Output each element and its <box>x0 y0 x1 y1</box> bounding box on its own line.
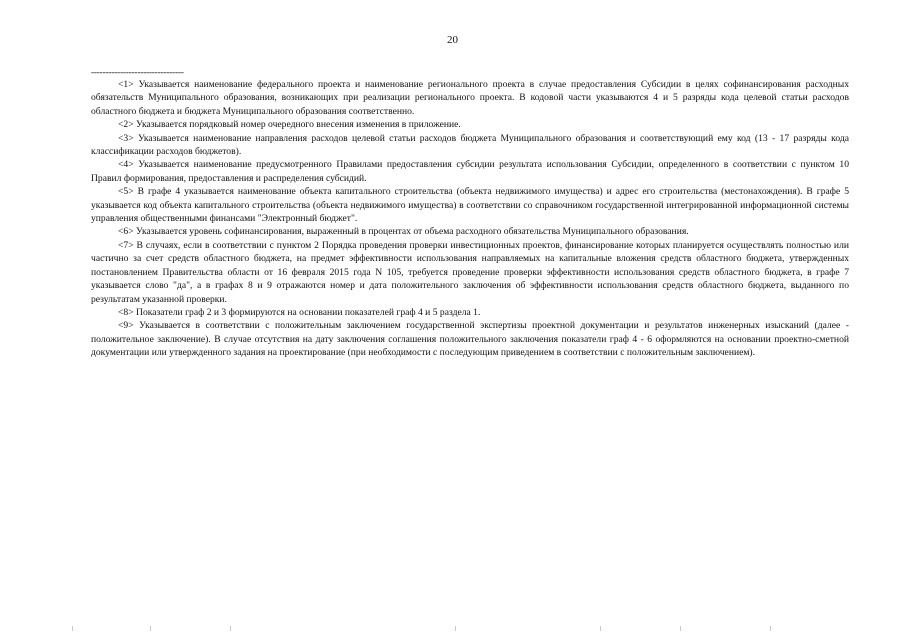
page-number: 20 <box>447 34 458 46</box>
scan-mark <box>600 626 601 631</box>
footnote-8: <8> Показатели граф 2 и 3 формируются на основании показателей граф 4 и 5 раздела 1. <box>118 306 481 318</box>
footnote-1: <1> Указывается наименование федерального проекта и наименование регионального проекта в случае предоставления Субсидии в целях софинансирования расходных обязательств Муниципального образования, возникающих при реализации регионального проекта. В кодовой части указываются 4 и 5 разряды кода целевой статьи расходов областного бюджета и бюджета Муниципального образования соответственно. <box>91 79 849 117</box>
footnote-7: <7> В случаях, если в соответствии с пунктом 2 Порядка проведения проверки инвестиционных проектов, финансирование которых планируется осуществлять полностью или частично за счет средств областного бюджета, на предмет эффективности использования направляемых на капитальные вложения средств областного бюджета, утвержденных постановлением Правительства области от 16 февраля 2015 года N 105, требуется проведение проверки эффективности использования средств областного бюджета, в графе 7 указывается слово "да", а в графах 8 и 9 отражаются номер и дата положительного заключения об эффективности использования средств областного бюджета, выданного по результатам указанной проверки. <box>91 239 849 305</box>
footnote-3: <3> Указывается наименование направления расходов целевой статьи расходов бюджета Муниципального образования и соответствующий ему код (13 - 17 разряды кода классификации расходов бюджетов). <box>91 132 849 158</box>
footnote-separator: -------------------------------- <box>91 68 184 78</box>
scan-mark <box>770 626 771 631</box>
scan-edge-marks <box>0 626 905 632</box>
footnote-5: <5> В графе 4 указывается наименование объекта капитального строительства (объекта недвижимого имущества) и адрес его строительства (местонахождения). В графе 5 указывается код объекта капитального строительства (объекта недвижимого имущества) в соответствии со справочником государственной интегрированной информационной системы управления общественными финансами "Электронный бюджет". <box>91 186 849 225</box>
scan-mark <box>72 626 73 631</box>
footnote-9: <9> Указывается в соответствии с положительным заключением государственной экспертизы проектной документации и результатов инженерных изысканий (далее - положительное заключение). В случае отсутствия на дату заключения соглашения положительного заключения показатели граф 4 - 6 оформляются на основании проектно-сметной документации или утвержденного задания на проектирование (при необходимости с последующим приведением в соответствии с положительным заключением). <box>91 320 849 359</box>
footnotes-section <box>91 68 849 360</box>
scan-mark <box>150 626 151 631</box>
scan-mark <box>455 626 456 631</box>
footnote-6: <6> Указывается уровень софинансирования, выраженный в процентах от объема расходного обязательства Муниципального образования. <box>118 226 689 238</box>
scan-mark <box>230 626 231 631</box>
scan-mark <box>680 626 681 631</box>
footnote-2: <2> Указывается порядковый номер очередного внесения изменения в приложение. <box>118 119 461 131</box>
footnote-4: <4> Указывается наименование предусмотренного Правилами предоставления субсидии результата использования Субсидии, определенного в соответствии с пунктом 10 Правил формирования, предоставления и распределения субсидий. <box>91 159 849 184</box>
